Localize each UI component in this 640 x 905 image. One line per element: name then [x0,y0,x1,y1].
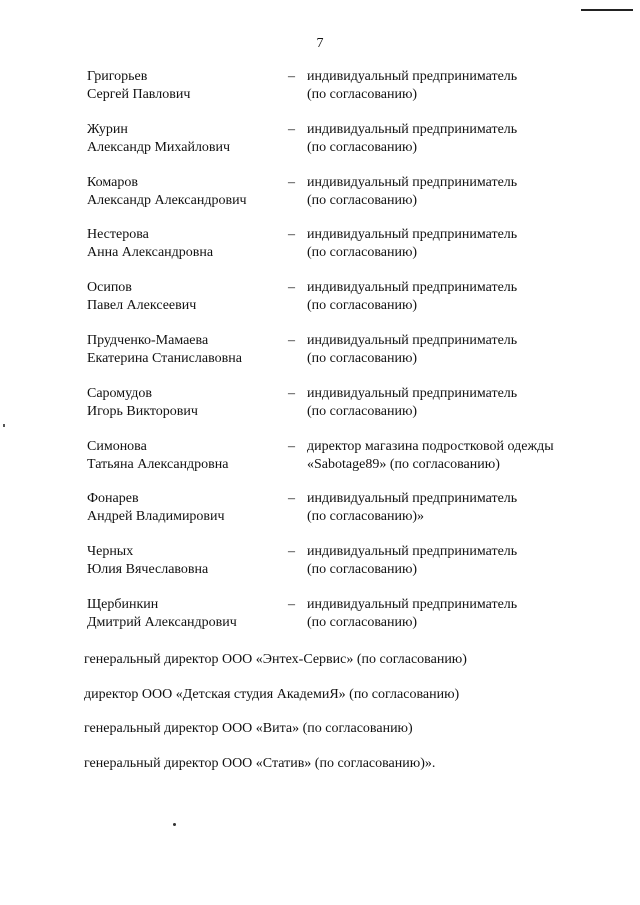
role-line: индивидуальный предприниматель [307,174,518,190]
role-line: индивидуальный предприниматель [307,69,518,84]
organization-line: генеральный директор ООО «Статив» (по согласованию)». [84,755,436,771]
member-name [87,68,287,104]
member-role [307,174,597,210]
page-number: 7 [316,36,324,51]
member-surname: Григорьев [87,69,148,84]
member-given-name: Сергей Павлович [87,87,191,102]
role-line: индивидуальный предприниматель [307,544,518,560]
member-given-name: Екатерина Станиславовна [87,350,242,366]
corner-line [581,9,633,11]
member-entry [87,490,587,543]
member-name [87,385,287,421]
member-role [307,490,597,526]
member-list [87,68,587,649]
role-line: индивидуальный предприниматель [307,227,518,243]
dash-separator: – [288,438,295,454]
member-given-name: Дмитрий Александрович [87,614,237,630]
role-note: (по согласованию) [307,614,418,630]
role-line: индивидуальный предприниматель [307,596,518,612]
member-given-name: Андрей Владимирович [87,509,225,525]
member-given-name: Александр Александрович [87,192,247,208]
member-role [307,596,597,632]
role-note: (по согласованию) [307,87,418,102]
member-given-name: Александр Михайлович [87,139,231,155]
dash-separator: – [288,332,295,348]
member-surname: Черных [87,544,134,560]
member-entry [87,385,587,438]
member-role [307,226,597,262]
member-surname: Щербинкин [87,596,159,612]
member-surname: Саромудов [87,385,152,401]
member-entry [87,332,587,385]
member-entry [87,279,587,332]
role-line: директор магазина подростковой одежды [307,438,554,454]
member-name [87,332,287,368]
role-note: (по согласованию) [307,562,418,578]
dash-separator: – [288,385,295,401]
dash-separator: – [288,596,295,612]
member-name [87,438,287,474]
member-role [307,332,597,368]
role-line: индивидуальный предприниматель [307,332,518,348]
member-name [87,279,287,315]
role-line: индивидуальный предприниматель [307,280,518,296]
role-line: индивидуальный предприниматель [307,121,518,137]
role-line: индивидуальный предприниматель [307,491,518,507]
member-entry [87,543,587,596]
role-line: индивидуальный предприниматель [307,385,518,401]
role-note: (по согласованию) [307,245,418,261]
organization-list [84,651,604,789]
member-role [307,543,597,579]
member-role [307,385,597,421]
dash-separator: – [288,544,295,560]
dash-separator: – [288,280,295,296]
member-role [307,279,597,315]
member-name [87,226,287,262]
member-surname: Осипов [87,280,132,296]
role-note: (по согласованию) [307,403,418,419]
role-note: (по согласованию) [307,298,418,314]
member-name [87,174,287,210]
member-entry [87,121,587,174]
member-entry [87,226,587,279]
role-note: (по согласованию)» [307,509,425,525]
dash-separator: – [288,121,295,137]
organization-line: генеральный директор ООО «Энтех-Сервис» (по согласованию) [84,652,467,667]
member-surname: Фонарев [87,491,139,507]
member-given-name: Татьяна Александровна [87,456,229,472]
member-entry [87,438,587,491]
member-surname: Журин [87,121,128,137]
organization-line: генеральный директор ООО «Вита» (по согласованию) [84,721,413,736]
member-role [307,121,597,157]
member-name [87,490,287,526]
member-surname: Симонова [87,438,147,454]
role-note: (по согласованию) [307,350,418,366]
member-given-name: Игорь Викторович [87,403,198,419]
member-given-name: Павел Алексеевич [87,298,197,314]
member-entry [87,68,587,121]
dash-separator: – [288,174,295,190]
member-given-name: Юлия Вячеславовна [87,562,209,578]
dash-separator: – [288,227,295,243]
member-surname: Нестерова [87,227,149,243]
role-note: «Sabotage89» (по согласованию) [307,456,500,472]
organization-line: директор ООО «Детская студия АкадемиЯ» (по согласованию) [84,686,460,702]
member-surname: Прудченко-Мамаева [87,332,209,348]
dash-separator: – [288,491,295,507]
member-name [87,543,287,579]
member-entry [87,174,587,227]
role-note: (по согласованию) [307,139,418,155]
scan-mark [173,823,176,826]
member-name [87,596,287,632]
member-surname: Комаров [87,174,138,190]
scan-mark [3,424,5,427]
role-note: (по согласованию) [307,192,418,208]
member-given-name: Анна Александровна [87,245,214,261]
dash-separator: – [288,69,295,84]
member-role [307,68,597,104]
member-entry [87,596,587,649]
member-role [307,438,597,474]
member-name [87,121,287,157]
